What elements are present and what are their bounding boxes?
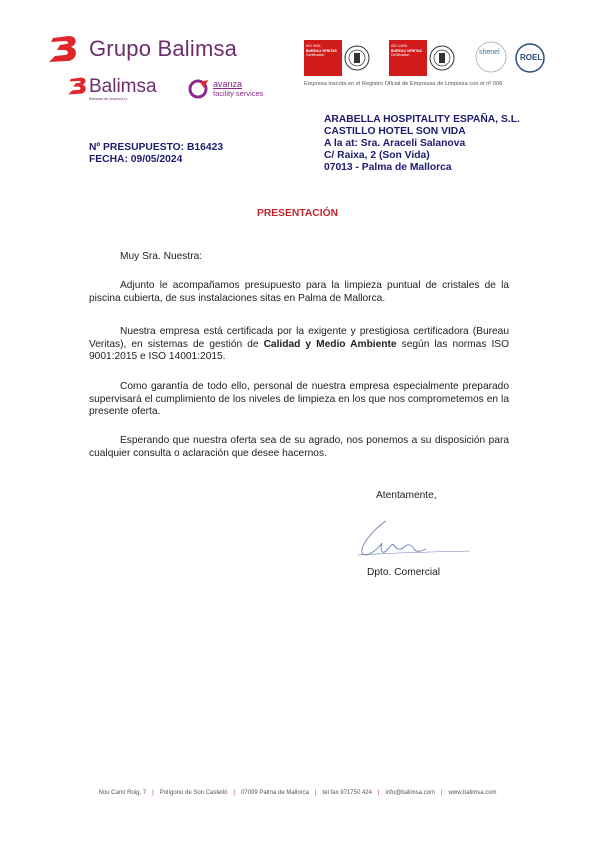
brand-sub-tagline: Balearas de Limpieza s.L.: [89, 97, 130, 101]
paragraph-2-text: [89, 326, 509, 364]
brand-sub-text: Balimsa: [89, 76, 157, 97]
footer-web[interactable]: www.balimsa.com: [448, 790, 497, 796]
recipient-city: 07013 - Palma de Mallorca: [324, 162, 452, 173]
recipient-attention: A la at: Sra. Araceli Salanova: [324, 138, 466, 149]
cert1-line2: BUREAU VERITAS: [306, 48, 337, 53]
paragraph-1-text: Adjunto le acompañamos presupuesto para la limpieza puntual de cristales de la piscina cubierta, de sus instalaciones sitas en Palma de Mallorca.: [89, 280, 509, 304]
cert2-line3: Certification: [391, 53, 410, 57]
paragraph-3-text: Como garantía de todo ello, personal de nuestra empresa especialmente preparado supervisará el cumplimiento de los niveles de limpieza en los que nos comprometemos en la presente oferta.: [89, 381, 509, 417]
grupo-balimsa-logo: [47, 34, 237, 64]
bureau-veritas-seal-icon: [344, 45, 370, 71]
footer-area: Polígono de Son Castelló: [159, 790, 228, 796]
letter-heading: PRESENTACIÓN: [256, 208, 339, 219]
roel-logo: [514, 42, 546, 74]
quote-number: Nº PRESUPUESTO: B16423: [89, 142, 224, 153]
closing-text: Atentamente,: [376, 490, 437, 501]
footer-email[interactable]: info@balimsa.com: [385, 790, 435, 796]
footer-city: 07009 Palma de Mallorca: [240, 790, 310, 796]
greeting-text: Muy Sra. Nuestra:: [120, 251, 203, 262]
recipient-block: [324, 114, 520, 174]
paragraph-2-part-a: Nuestra empresa está certificada por la exigente y prestigiosa certificadora (Bureau Veritas), en sistemas de gestión de: [89, 326, 509, 350]
roel-text: ROEL: [520, 53, 543, 62]
quote-info: [89, 142, 223, 166]
cert2-line2: BUREAU VERITAS: [391, 48, 422, 53]
recipient-street: C/ Raixa, 2 (Son Vida): [324, 150, 430, 161]
footer-phone: tel fax 971750 424: [322, 790, 372, 796]
avanza-tagline: facility services: [213, 89, 264, 98]
registry-note: Empresa inscrita en el Registro Oficial de Empresas de Limpieza con el nº 006: [304, 81, 503, 87]
shenel-circle-icon: [474, 40, 508, 74]
bureau-veritas-iso14001-badge: [389, 40, 456, 76]
balimsa-b-icon: [47, 34, 81, 64]
brand-main-text: Grupo Balimsa: [89, 36, 238, 61]
footer: Nou Camí Roig, 7 | Polígono de Son Castelló | 07009 Palma de Mallorca | tel fax 971750 424 | info@balimsa.com | www.balimsa.com: [98, 790, 497, 796]
cert1-line1: ISO 9001: [306, 44, 321, 48]
cert1-line3: Certification: [306, 53, 325, 57]
letter-greeting: [89, 251, 509, 264]
footer-address: Nou Camí Roig, 7: [98, 790, 147, 796]
shenel-logo: [474, 40, 508, 74]
shenel-text: shenel: [479, 49, 500, 56]
paragraph-4: [89, 435, 509, 460]
quote-date: FECHA: 09/05/2024: [89, 154, 183, 165]
avanza-swirl-icon: [188, 79, 210, 99]
paragraph-3: [89, 381, 509, 419]
avanza-logo: [188, 79, 263, 99]
recipient-company: ARABELLA HOSPITALITY ESPAÑA, S.L.: [324, 114, 520, 125]
bureau-veritas-iso9001-badge: [304, 40, 371, 76]
balimsa-small-b-icon: [67, 76, 89, 96]
recipient-site: CASTILLO HOTEL SON VIDA: [324, 126, 466, 137]
signature-image: [356, 515, 472, 563]
cert2-line1: ISO 14001: [391, 44, 408, 48]
department-text: Dpto. Comercial: [367, 567, 441, 578]
paragraph-4-text: Esperando que nuestra oferta sea de su agrado, nos ponemos a su disposición para cualquier consulta o aclaración que desee hacernos.: [89, 435, 509, 459]
bureau-veritas-seal-icon: [429, 45, 455, 71]
balimsa-logo: [67, 76, 157, 101]
paragraph-2-bold: Calidad y Medio Ambiente: [263, 338, 397, 350]
paragraph-2-part-b: según las normas ISO 9001:2015 e ISO 14001:2015.: [89, 338, 510, 362]
avanza-name: avanza: [213, 79, 243, 89]
paragraph-2: [89, 326, 509, 364]
paragraph-1: [89, 280, 509, 305]
